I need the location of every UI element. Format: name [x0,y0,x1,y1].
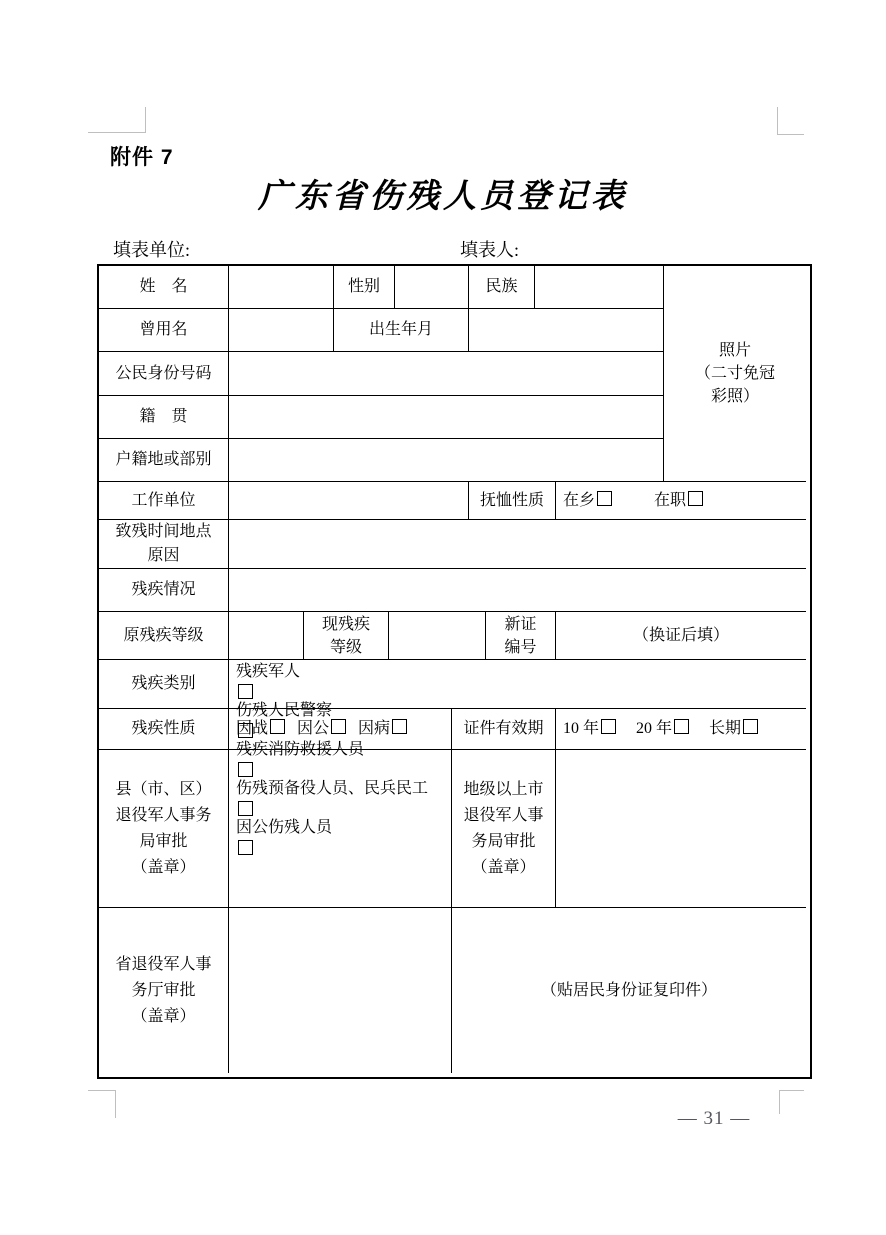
id-copy-note-cell: （贴居民身份证复印件） [540,981,717,999]
birthdate-input-cell[interactable] [469,309,664,352]
photo-cell: 照片 （二寸免冠 彩照） [664,266,806,482]
crop-mark-top-left [88,107,146,133]
new-cert-label-cell: 新证 编号 [486,612,556,660]
id-number-label-cell: 公民身份号码 [99,352,229,396]
current-grade-label-cell: 现残疾 等级 [304,612,389,660]
household-input-cell[interactable] [229,439,664,482]
ethnicity-label-cell: 民族 [469,266,535,309]
option-long-term: 长期 [709,718,758,740]
disability-status-input-cell[interactable] [229,569,806,612]
city-approval-label-cell: 地级以上市 退役军人事 务局审批 （盖章） [452,750,556,908]
checkbox-10-years[interactable] [601,719,616,734]
crop-mark-bottom-right [779,1090,804,1114]
checkbox-employed[interactable] [688,491,703,506]
province-approval-input-cell[interactable] [229,908,452,1073]
disability-cause-label-cell: 致残时间地点 原因 [99,520,229,569]
checkbox-long-term[interactable] [743,719,758,734]
current-grade-input-cell[interactable] [389,612,486,660]
ethnicity-input-cell[interactable] [535,266,664,309]
native-place-label-cell: 籍 贯 [99,396,229,439]
birthdate-label-cell: 出生年月 [334,309,469,352]
native-place-input-cell[interactable] [229,396,664,439]
checkbox-rural[interactable] [597,491,612,506]
pension-options-cell [556,482,806,520]
household-label-cell: 户籍地或部别 [99,439,229,482]
disability-nature-label-cell: 残疾性质 [99,709,229,750]
disability-category-label-cell: 残疾类别 [99,660,229,709]
validity-options-cell [556,709,806,750]
option-20-years: 20 年 [636,718,689,740]
name-label-cell: 姓 名 [99,266,229,309]
city-approval-input-cell[interactable] [556,750,806,908]
registration-table [97,264,812,1079]
former-name-input-cell[interactable] [229,309,334,352]
disability-cause-input-cell[interactable] [229,520,806,569]
form-title: 广东省伤残人员登记表 [258,176,628,215]
validity-label-cell: 证件有效期 [452,709,556,750]
form-unit-label: 填表单位: [113,240,191,260]
option-illness: 因病 [358,718,407,740]
checkbox-20-years[interactable] [674,719,689,734]
disability-status-label-cell: 残疾情况 [99,569,229,612]
pension-type-label-cell: 抚恤性质 [469,482,556,520]
checkbox-disabled-soldier[interactable] [238,684,253,699]
new-cert-note-cell: （换证后填） [556,612,806,660]
option-fire-rescue: 残疾消防救援人员 [236,738,376,777]
option-war: 因战 [236,718,285,740]
work-unit-label-cell: 工作单位 [99,482,229,520]
checkbox-war[interactable] [270,719,285,734]
checkbox-illness[interactable] [392,719,407,734]
gender-label-cell: 性别 [334,266,395,309]
option-duty: 因公 [297,718,346,740]
option-rural: 在乡 [563,490,612,512]
name-input-cell[interactable] [229,266,334,309]
page-number: — 31 — [677,1108,751,1129]
option-employed: 在职 [654,490,703,512]
option-injured-police: 伤残人民警察 [236,699,332,738]
former-name-label-cell: 曾用名 [99,309,229,352]
attachment-label: 附件 7 [110,146,174,169]
original-grade-input-cell[interactable] [229,612,304,660]
crop-mark-top-right [777,107,804,135]
checkbox-duty[interactable] [331,719,346,734]
form-filler-label: 填表人: [460,240,520,260]
county-approval-label-cell: 县（市、区） 退役军人事务 局审批 （盖章） [99,750,229,908]
county-approval-input-cell[interactable] [229,750,452,908]
province-approval-label-cell: 省退役军人事 务厅审批 （盖章） [99,908,229,1073]
disability-nature-options-cell [229,709,452,750]
option-work-injured: 因公伤残人员 [236,816,516,855]
work-unit-input-cell[interactable] [229,482,469,520]
option-10-years: 10 年 [563,718,616,740]
gender-input-cell[interactable] [395,266,469,309]
original-grade-label-cell: 原残疾等级 [99,612,229,660]
id-number-input-cell[interactable] [229,352,664,396]
crop-mark-bottom-left [88,1090,116,1118]
option-disabled-soldier: 残疾军人 [236,660,336,699]
option-reservist-militia: 伤残预备役人员、民兵民工 [236,777,428,816]
